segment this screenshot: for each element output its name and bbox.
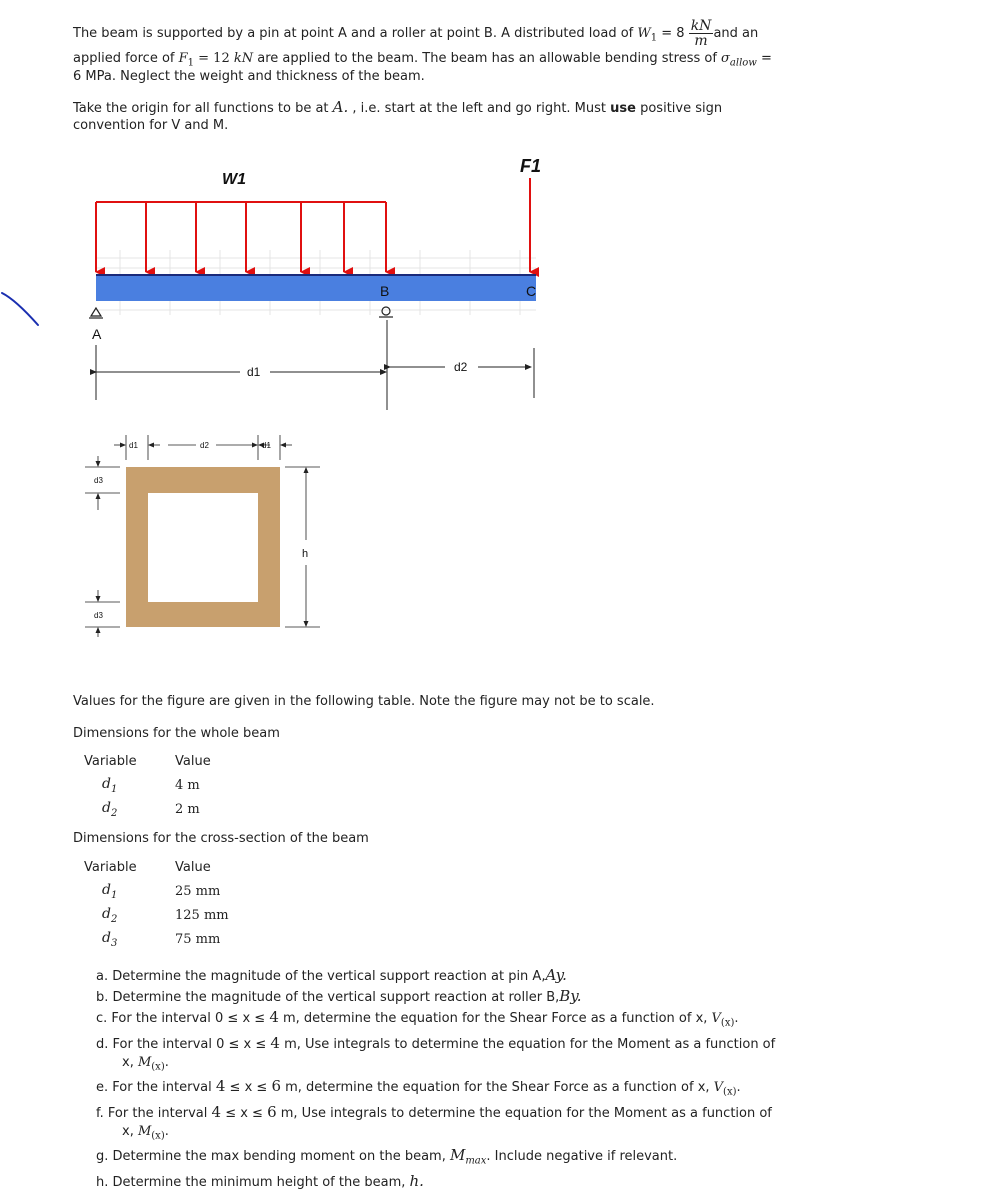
question-h: h. Determine the minimum height of the beam, h. (96, 1171, 424, 1190)
whole-beam-heading: Dimensions for the whole beam (73, 726, 280, 741)
whole-beam-table (84, 749, 211, 821)
question-f: f. For the interval 4 ≤ x ≤ 6 m, Use integrals to determine the equation for the Moment as a function of x, $M_{(x)}$. (96, 1102, 772, 1142)
cs-d3-top-label: d3 (94, 476, 103, 485)
label-b: B (380, 283, 390, 299)
w1-label: W1 (222, 171, 246, 188)
cross-section-table (84, 855, 229, 951)
roller-support-b (379, 307, 393, 317)
table-row: $d_3$ 75 mm (102, 929, 221, 949)
question-list (96, 966, 775, 1193)
table-note: Values for the figure are given in the following table. Note the figure may not be to scale. (73, 694, 655, 709)
col-variable: Variable (84, 753, 137, 769)
cs-d1-left-label: d1 (129, 441, 138, 450)
beam-diagram (60, 150, 580, 415)
w1-unit-fraction: $\frac{kN}{m}$ (690, 18, 712, 49)
cs-d3-bottom-label: d3 (94, 611, 103, 620)
intro-line-3: 6 MPa. Neglect the weight and thickness of the beam. (73, 69, 425, 84)
f1-label: F1 (520, 156, 542, 176)
table-row: $d_2$ 2 m (102, 799, 200, 819)
cs-d1-right-label: d1 (262, 441, 271, 450)
col-value: Value (175, 859, 211, 875)
table-row: $d_1$ 4 m (102, 775, 200, 795)
label-a: A (92, 326, 102, 342)
checkmark-annotation (0, 285, 45, 330)
cross-section-heading: Dimensions for the cross-section of the beam (73, 831, 369, 846)
instructions-line-2: convention for V and M. (73, 118, 229, 133)
table-row: $d_1$ 25 mm (102, 881, 221, 901)
question-d: d. For the interval 0 ≤ x ≤ 4 m, Use integrals to determine the equation for the Moment as a function of x, $M_{(x)}$. (96, 1033, 776, 1073)
question-b: b. Determine the magnitude of the vertical support reaction at roller B,By. (96, 987, 582, 1005)
dimension-d1 (96, 345, 386, 400)
cs-d2-label: d2 (200, 441, 209, 450)
hollow-section-inner (148, 493, 258, 602)
table-row: $d_2$ 125 mm (102, 905, 229, 925)
label-c: C (526, 283, 537, 299)
question-a: a. Determine the magnitude of the vertical support reaction at pin A,Ay. (96, 966, 567, 984)
distributed-load-w1 (96, 202, 386, 272)
col-variable: Variable (84, 859, 137, 875)
cs-h-label: h (302, 548, 309, 560)
intro-line-2: applied force of $F_1 = 12$ kN are applied to the beam. The beam has an allowable bending stress of $\sigma_{allow}$ = (73, 51, 772, 69)
instructions-line-1: Take the origin for all functions to be at A. , i.e. start at the left and go right. Must use positive sign (73, 98, 723, 116)
intro-line-1: The beam is supported by a pin at point A and a roller at point B. A distributed load of $W_1 = 8$ $\frac{kN}{m}$ and an (73, 18, 759, 49)
col-value: Value (175, 753, 211, 769)
question-g: g. Determine the max bending moment on the beam, $M_{max}$. Include negative if relevant. (96, 1146, 678, 1167)
beam-body (96, 274, 536, 301)
cross-section-diagram (80, 430, 340, 640)
question-e: e. For the interval 4 ≤ x ≤ 6 m, determine the equation for the Shear Force as a function of x, $V_{(x)}$. (96, 1077, 741, 1098)
dim-d1-label: d1 (247, 365, 261, 379)
question-c: c. For the interval 0 ≤ x ≤ 4 m, determine the equation for the Shear Force as a function of x, $V_{(x)}$. (96, 1008, 739, 1029)
dim-d2-label: d2 (454, 360, 468, 374)
